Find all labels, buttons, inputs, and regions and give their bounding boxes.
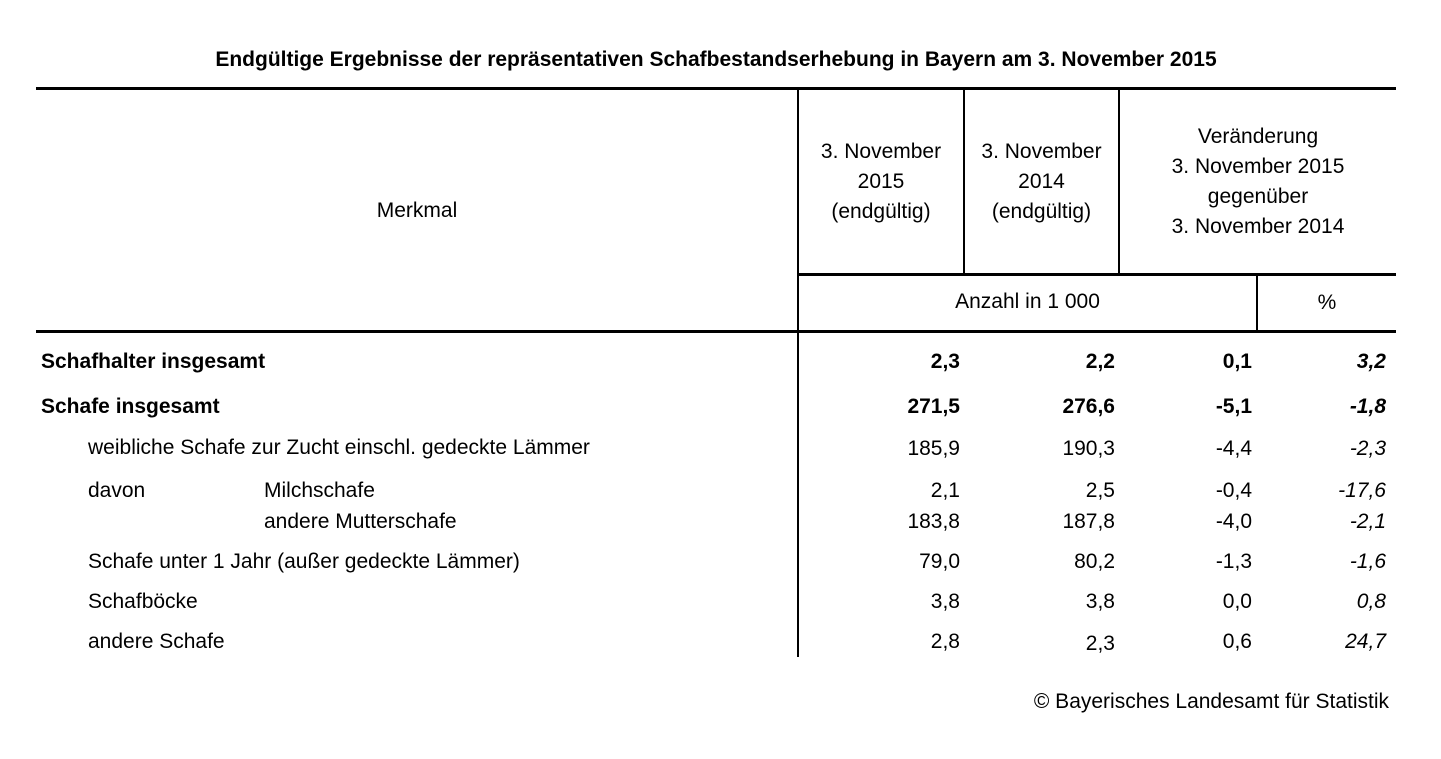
header-col-change-line: gegenüber [1207, 185, 1309, 208]
cell-2015: 183,8 [907, 510, 960, 533]
row-label: andere Schafe [88, 630, 225, 653]
row-label: davon [88, 479, 146, 502]
cell-2014: 2,2 [1085, 350, 1115, 373]
header-col-change-line: 3. November 2014 [1171, 215, 1345, 238]
cell-2014: 187,8 [1062, 510, 1115, 533]
cell-diff: -4,0 [1215, 510, 1252, 533]
cell-pct: -2,3 [1349, 437, 1386, 460]
row-label: Schafe unter 1 Jahr (außer gedeckte Lämmer) [88, 550, 520, 573]
header-col-2014 [965, 137, 1118, 227]
row-label: weibliche Schafe zur Zucht einschl. gedeckte Lämmer [88, 436, 590, 459]
cell-pct: 3,2 [1356, 350, 1386, 373]
cell-2014: 3,8 [1085, 590, 1115, 613]
row-sublabel: Milchschafe [264, 479, 375, 502]
header-col-2014-line: 2014 [1018, 170, 1065, 193]
cell-2015: 185,9 [907, 437, 960, 460]
cell-diff: 0,6 [1222, 630, 1252, 653]
header-merkmal: Merkmal [376, 199, 458, 222]
cell-2014: 2,5 [1085, 479, 1115, 502]
row-label: Schafe insgesamt [41, 395, 220, 418]
header-col-2014-line: (endgültig) [991, 200, 1092, 223]
header-col-2015 [799, 137, 963, 227]
cell-2015: 271,5 [907, 395, 960, 418]
row-sublabel: andere Mutterschafe [264, 510, 457, 533]
cell-2014: 190,3 [1062, 437, 1115, 460]
header-col-2015-line: (endgültig) [831, 200, 931, 223]
cell-pct: 0,8 [1356, 590, 1386, 613]
cell-pct: 24,7 [1345, 630, 1386, 653]
row-label: Schafböcke [88, 590, 198, 613]
rule-header-bottom [36, 330, 1396, 333]
cell-pct: -1,6 [1349, 550, 1386, 573]
cell-2015: 3,8 [930, 590, 960, 613]
header-col-2015-line: 3. November [820, 140, 942, 163]
cell-2015: 2,1 [930, 479, 960, 502]
cell-pct: -1,8 [1349, 395, 1386, 418]
header-col-change-line: Veränderung [1197, 125, 1319, 148]
cell-diff: 0,1 [1222, 350, 1252, 373]
header-col-2015-line: 2015 [857, 170, 905, 193]
cell-diff: -1,3 [1215, 550, 1252, 573]
cell-pct: -17,6 [1338, 479, 1386, 502]
cell-2015: 79,0 [919, 550, 960, 573]
header-col-2014-line: 3. November [981, 140, 1102, 163]
rule-top [36, 87, 1396, 90]
cell-diff: -0,4 [1215, 479, 1252, 502]
rule-header-mid [798, 273, 1396, 276]
cell-2015: 2,8 [930, 630, 960, 653]
cell-2015: 2,3 [930, 350, 960, 373]
header-unit-count: Anzahl in 1 000 [955, 290, 1100, 313]
copyright-footer: © Bayerisches Landesamt für Statistik [1033, 690, 1389, 713]
cell-diff: -5,1 [1215, 395, 1252, 418]
cell-2014: 2,3 [1085, 632, 1115, 655]
cell-diff: -4,4 [1215, 437, 1252, 460]
table-title: Endgültige Ergebnisse der repräsentativen Schafbestandserhebung in Bayern am 3. November 2015 [215, 48, 1217, 71]
header-unit-percent: % [1317, 291, 1337, 314]
cell-pct: -2,1 [1349, 510, 1386, 533]
cell-2014: 80,2 [1074, 550, 1115, 573]
row-label: Schafhalter insgesamt [41, 350, 266, 373]
header-col-change [1120, 122, 1396, 242]
header-col-change-line: 3. November 2015 [1171, 155, 1345, 178]
cell-diff: 0,0 [1222, 590, 1252, 613]
cell-2014: 276,6 [1062, 395, 1115, 418]
